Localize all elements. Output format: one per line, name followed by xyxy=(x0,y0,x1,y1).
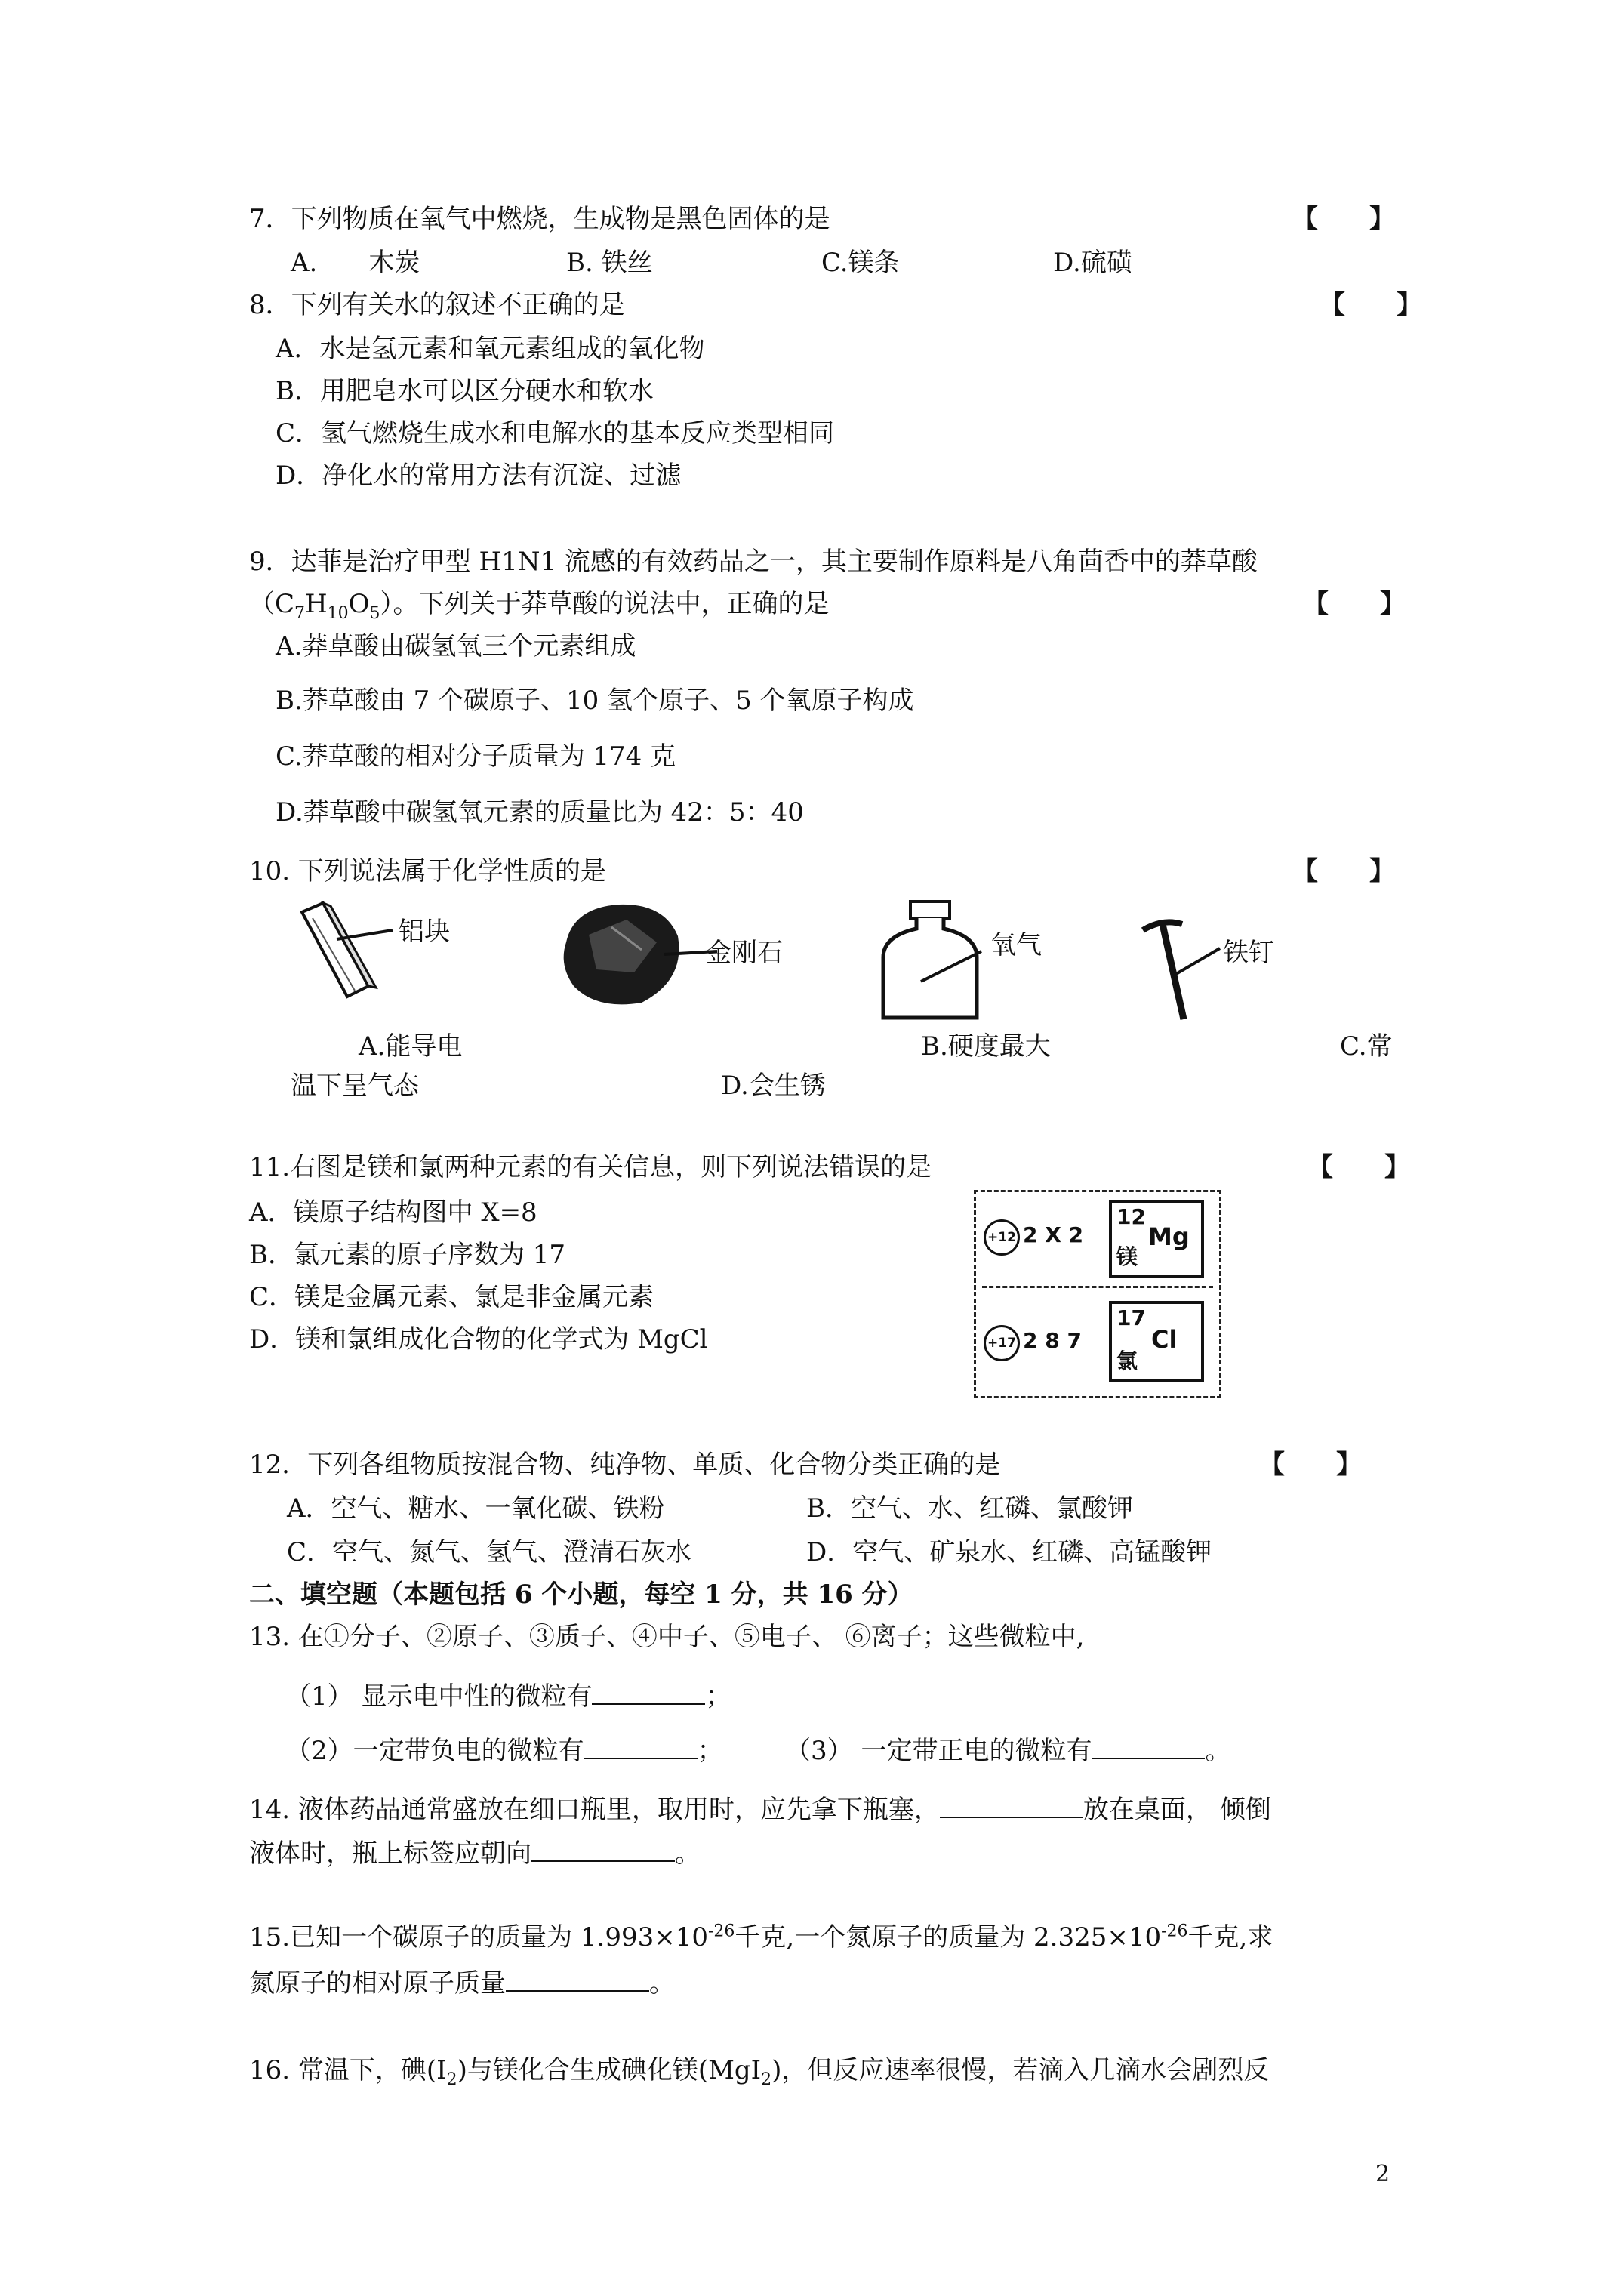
q12-option-d: D．空气、矿泉水、红磷、高锰酸钾 xyxy=(806,1537,1212,1567)
q10-answer-bracket: 【 】 xyxy=(1292,856,1395,886)
q10-option-b: B.硬度最大 xyxy=(921,1031,1051,1062)
mg-symbol: Mg xyxy=(1148,1222,1190,1251)
q7-option-a: A. 木炭 xyxy=(291,248,420,278)
q7-option-c: C.镁条 xyxy=(821,248,900,278)
oxygen-label: 氧气 xyxy=(990,930,1042,960)
diamond-picture xyxy=(551,897,732,1021)
q15-blank[interactable] xyxy=(506,1965,649,1992)
oxygen-bottle-picture xyxy=(868,897,1049,1028)
mg-name: 镁 xyxy=(1116,1244,1138,1269)
q14-line1: 14. 液体药品通常盛放在细口瓶里，取用时，应先拿下瓶塞， 放在桌面， 倾倒 xyxy=(249,1791,1271,1826)
q14-blank-1[interactable] xyxy=(940,1791,1083,1818)
q9-option-d: D.莽草酸中碳氢氧元素的质量比为 42：5：40 xyxy=(276,797,804,827)
cl-element-card xyxy=(1109,1301,1204,1382)
section-2-heading: 二、填空题（本题包括 6 个小题，每空 1 分，共 16 分） xyxy=(249,1579,913,1610)
q10-option-c-end: 温下呈气态 xyxy=(291,1071,419,1101)
q11-option-a: A．镁原子结构图中 X=8 xyxy=(249,1197,537,1228)
mg-element-card xyxy=(1109,1200,1204,1278)
q15-line1: 15.已知一个碳原子的质量为 $1.993\times 10^{-26}$千克,一个氮原子的质量为 $2.325\times 10^{-26}$千克,求 xyxy=(249,1922,1273,1952)
page-number: 2 xyxy=(1375,2161,1390,2187)
q12-answer-bracket: 【 】 xyxy=(1259,1450,1362,1480)
q9-stem-line2: $(C_7H_{10}O_5)$。下列关于莽草酸的说法中，正确的是 xyxy=(249,589,830,623)
cl-electron-shells: 2 8 7 xyxy=(1023,1328,1082,1353)
q7-option-b: B. 铁丝 xyxy=(566,248,653,278)
q8-answer-bracket: 【 】 xyxy=(1320,290,1422,320)
q12-option-b: B．空气、水、红磷、氯酸钾 xyxy=(806,1493,1133,1524)
q11-option-d: D．镁和氯组成化合物的化学式为 MgCl xyxy=(249,1324,708,1354)
q9-stem-line1: 9．达菲是治疗甲型 H1N1 流感的有效药品之一，其主要制作原料是八角茴香中的莽草酸 xyxy=(249,547,1258,577)
q13-part2: （2）一定带负电的微粒有 ； xyxy=(285,1732,723,1767)
mg-nucleus: +12 xyxy=(984,1219,1020,1256)
q9-option-a: A.莽草酸由碳氢氧三个元素组成 xyxy=(276,631,636,661)
cl-name: 氯 xyxy=(1116,1348,1138,1373)
q13-part3: （3） 一定带正电的微粒有 。 xyxy=(785,1732,1230,1767)
q9-option-b: B.莽草酸由 7 个碳原子、10 氢个原子、5 个氧原子构成 xyxy=(276,686,914,716)
mg-atomic-number: 12 xyxy=(1116,1204,1146,1229)
q10-option-a: A.能导电 xyxy=(359,1031,463,1062)
q11-stem: 11.右图是镁和氯两种元素的有关信息，则下列说法错误的是 xyxy=(249,1152,932,1182)
diagram-divider xyxy=(982,1286,1213,1288)
diamond-label: 金刚石 xyxy=(706,938,783,968)
q7-option-d: D.硫磺 xyxy=(1053,248,1132,278)
q14-blank-2[interactable] xyxy=(531,1835,675,1862)
q10-option-c-start: C.常 xyxy=(1340,1031,1393,1062)
q8-option-b: B．用肥皂水可以区分硬水和软水 xyxy=(276,376,654,406)
q8-option-c: C．氢气燃烧生成水和电解水的基本反应类型相同 xyxy=(276,418,835,448)
q9-answer-bracket: 【 】 xyxy=(1303,589,1406,619)
q7-answer-bracket: 【 】 xyxy=(1292,204,1395,234)
q15-line2: 氮原子的相对原子质量 。 xyxy=(249,1965,675,2000)
q13-blank-3[interactable] xyxy=(1092,1732,1205,1759)
element-info-diagram xyxy=(974,1190,1221,1398)
q16-line1: 16. 常温下，碘$(I_2)$与镁化合生成碘化镁(MgI$_2$)，但反应速率很慢，若滴入几滴水会剧烈反 xyxy=(249,2055,1270,2089)
q14-line2: 液体时，瓶上标签应朝向 。 xyxy=(249,1835,701,1870)
q11-option-b: B．氯元素的原子序数为 17 xyxy=(249,1240,566,1270)
q13-stem: 13. 在①分子、②原子、③质子、④中子、⑤电子、 ⑥离子；这些微粒中, xyxy=(249,1622,1085,1652)
iron-nail-picture xyxy=(1132,914,1261,1030)
mg-electron-shells: 2 X 2 xyxy=(1023,1222,1084,1247)
cl-nucleus: +17 xyxy=(984,1325,1020,1361)
q12-option-c: C．空气、氮气、氢气、澄清石灰水 xyxy=(287,1537,692,1567)
q13-blank-1[interactable] xyxy=(592,1678,705,1705)
q8-option-d: D．净化水的常用方法有沉淀、过滤 xyxy=(276,461,682,491)
q10-option-d: D.会生锈 xyxy=(721,1071,826,1101)
q10-stem: 10. 下列说法属于化学性质的是 xyxy=(249,856,606,886)
aluminum-block-label: 铝块 xyxy=(399,917,450,947)
q8-option-a: A．水是氢元素和氧元素组成的氧化物 xyxy=(276,334,705,364)
q9-option-c: C.莽草酸的相对分子质量为 174 克 xyxy=(276,741,676,772)
iron-nail-label: 铁钉 xyxy=(1223,938,1274,968)
q8-stem: 8．下列有关水的叙述不正确的是 xyxy=(249,290,625,320)
cl-atomic-number: 17 xyxy=(1116,1305,1146,1330)
cl-symbol: Cl xyxy=(1151,1325,1178,1354)
q7-stem: 7．下列物质在氧气中燃烧，生成物是黑色固体的是 xyxy=(249,204,830,234)
q13-blank-2[interactable] xyxy=(584,1732,698,1759)
q11-answer-bracket: 【 】 xyxy=(1307,1152,1410,1182)
q12-stem: 12．下列各组物质按混合物、纯净物、单质、化合物分类正确的是 xyxy=(249,1450,1001,1480)
q12-option-a: A．空气、糖水、一氧化碳、铁粉 xyxy=(287,1493,665,1524)
q13-part1: （1） 显示电中性的微粒有 ； xyxy=(285,1678,731,1713)
q11-option-c: C．镁是金属元素、氯是非金属元素 xyxy=(249,1282,654,1312)
